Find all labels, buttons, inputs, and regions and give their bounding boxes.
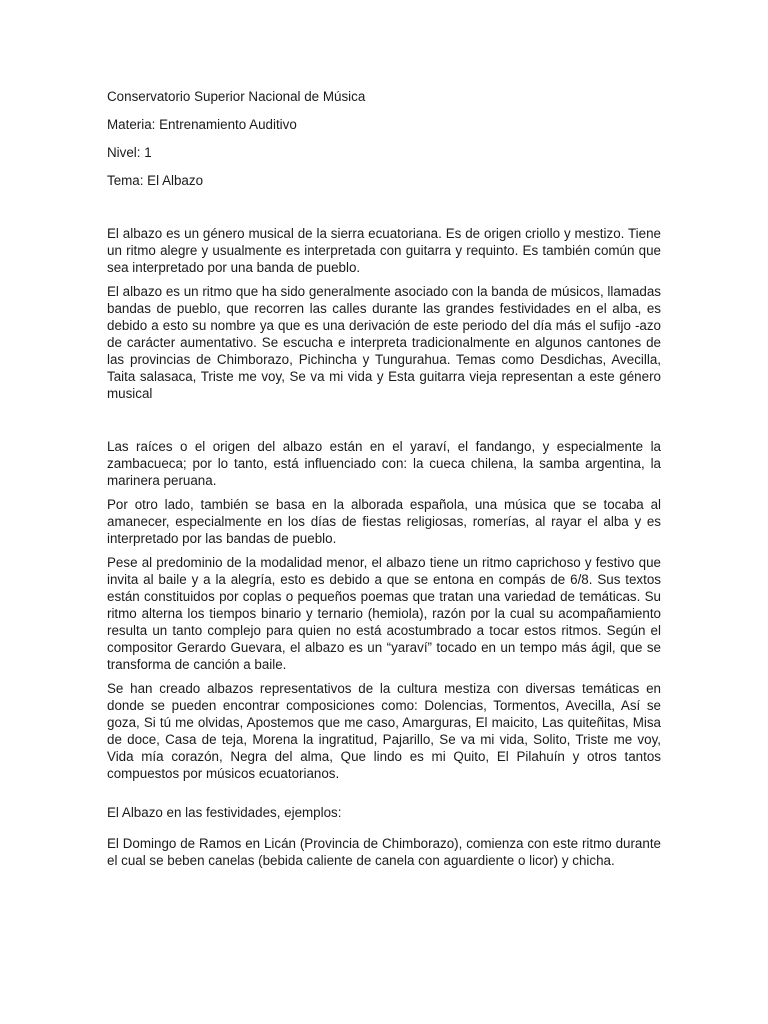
subject-line: Materia: Entrenamiento Auditivo xyxy=(107,117,297,132)
document-page xyxy=(107,88,661,876)
paragraph-band-association: El albazo es un ritmo que ha sido generalmente asociado con la banda de músicos, llamadas bandas de pueblo, que recorren las calles durante las grandes festividades en el alba, es debido a esto su nombre ya que es una derivación de este periodo del día más el sufijo -azo de carácter aumentativo. Se escucha e interpreta tradicionalmente en algunos cantones de las provincias de Chimborazo, Pichincha y Tungurahua. Temas como Desdichas, Avecilla, Taita salasaca, Triste me voy, Se va mi vida y Esta guitarra vieja representan a este género musical xyxy=(107,284,661,401)
paragraph-rhythm: Pese al predominio de la modalidad menor, el albazo tiene un ritmo caprichoso y festivo que invita al baile y a la alegría, esto es debido a que se entona en compás de 6/8. Sus textos están constituidos por coplas o pequeños poemas que tratan una variedad de temáticas. Su ritmo alterna los tiempos binario y ternario (hemiola), razón por la cual su acompañamiento resulta un tanto complejo para quien no está acostumbrado a tocar estos ritmos. Según el compositor Gerardo Guevara, el albazo es un “yaraví” tocado en un tempo más ágil, que se transforma de canción a baile. xyxy=(107,555,661,672)
festivities-heading: El Albazo en las festividades, ejemplos: xyxy=(107,805,342,820)
level-line: Nivel: 1 xyxy=(107,145,152,160)
paragraph-compositions: Se han creado albazos representativos de la cultura mestiza con diversas temáticas en donde se pueden encontrar composiciones como: Dolencias, Tormentos, Avecilla, Así se goza, Si tú me olvidas, Apostemos que me caso, Amarguras, El maicito, Las quiteñitas, Misa de doce, Casa de teja, Morena la ingratitud, Pajarillo, Se va mi vida, Solito, Triste me voy, Vida mía corazón, Negra del alma, Que lindo es mi Quito, El Pilahuín y otros tantos compuestos por músicos ecuatorianos. xyxy=(107,681,661,781)
festivities-example: El Domingo de Ramos en Licán (Provincia de Chimborazo), comienza con este ritmo durante el cual se beben canelas (bebida caliente de canela con aguardiente o licor) y chicha. xyxy=(107,836,661,868)
paragraph-roots: Las raíces o el origen del albazo están en el yaraví, el fandango, y especialmente la zambacueca; por lo tanto, está influenciado con: la cueca chilena, la samba argentina, la marinera peruana. xyxy=(107,439,661,488)
document-header xyxy=(107,88,661,189)
topic-line: Tema: El Albazo xyxy=(107,173,204,188)
paragraph-alborada: Por otro lado, también se basa en la alborada española, una música que se tocaba al amanecer, especialmente en los días de fiestas religiosas, romerías, al rayar el alba y es interpretado por las bandas de pueblo. xyxy=(107,497,661,546)
paragraph-intro: El albazo es un género musical de la sierra ecuatoriana. Es de origen criollo y mestizo. Tiene un ritmo alegre y usualmente es interpretada con guitarra y requinto. Es también común que sea interpretado por una banda de pueblo. xyxy=(107,226,661,275)
institution-name: Conservatorio Superior Nacional de Música xyxy=(107,89,366,104)
